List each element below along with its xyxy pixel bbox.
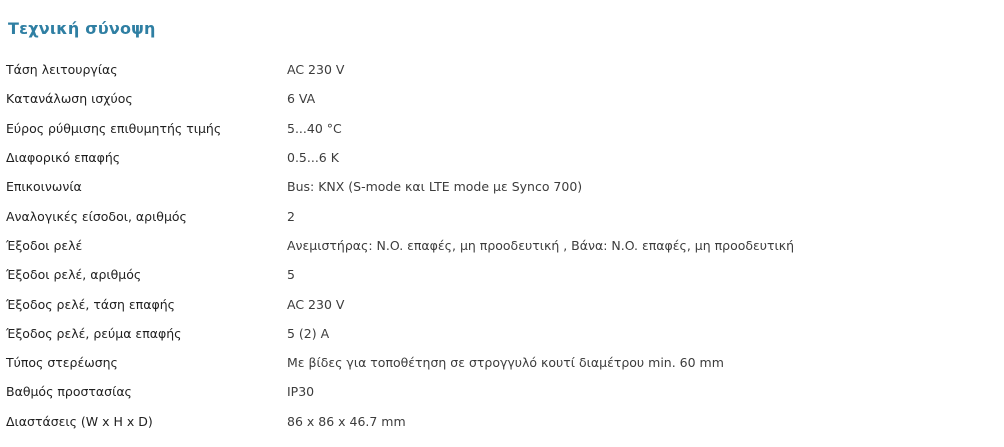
spec-row [0,377,1004,406]
spec-value: 0.5...6 K [287,150,339,166]
spec-label: Έξοδοι ρελέ, αριθμός [6,267,142,283]
spec-value: 5 (2) A [287,325,330,341]
spec-row [0,143,1004,172]
spec-label: Τύπος στερέωσης [6,355,118,371]
spec-value: 5 [287,267,295,283]
spec-label: Εύρος ρύθμισης επιθυμητής τιμής [6,120,222,136]
spec-value: 86 x 86 x 46.7 mm [287,413,406,429]
spec-row [0,319,1004,348]
spec-row [0,172,1004,201]
spec-label: Έξοδος ρελέ, ρεύμα επαφής [6,325,182,341]
spec-row [0,114,1004,143]
spec-value: Bus: KNX (S-mode και LTE mode με Synco 700) [287,179,583,195]
spec-label: Διαστάσεις (W x H x D) [6,413,153,429]
spec-row [0,407,1004,436]
section-title: Τεχνική σύνοψη [8,19,156,38]
spec-row [0,260,1004,289]
spec-row [0,201,1004,230]
spec-label: Επικοινωνία [6,179,82,195]
spec-value: Ανεμιστήρας: N.O. επαφές, μη προοδευτική , Βάνα: N.O. επαφές, μη προοδευτική [287,237,795,253]
spec-label: Τάση λειτουργίας [6,62,118,78]
spec-row [0,55,1004,84]
spec-value: 5...40 °C [287,120,342,136]
spec-row [0,84,1004,113]
spec-value: 2 [287,208,295,224]
spec-row [0,348,1004,377]
spec-value: 6 VA [287,91,316,107]
spec-value: IP30 [287,384,315,400]
spec-label: Κατανάλωση ισχύος [6,91,133,107]
spec-value: Με βίδες για τοποθέτηση σε στρογγυλό κουτί διαμέτρου min. 60 mm [287,355,724,371]
spec-label: Διαφορικό επαφής [6,150,121,166]
spec-value: AC 230 V [287,296,345,312]
spec-row [0,231,1004,260]
spec-row [0,289,1004,318]
technical-specs-table [0,55,1004,436]
spec-label: Αναλογικές είσοδοι, αριθμός [6,208,187,224]
spec-label: Βαθμός προστασίας [6,384,132,400]
spec-label: Έξοδοι ρελέ [6,237,83,253]
spec-label: Έξοδος ρελέ, τάση επαφής [6,296,175,312]
spec-value: AC 230 V [287,62,345,78]
